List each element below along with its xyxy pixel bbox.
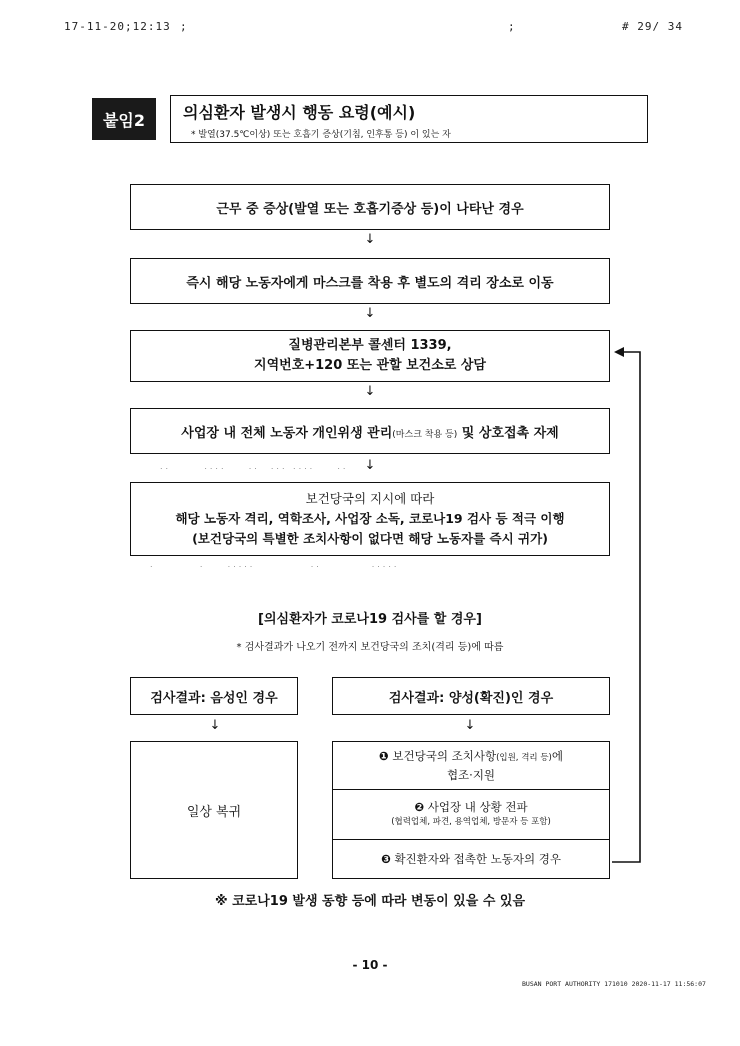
positive-item <box>333 789 609 840</box>
flow-step-symptom-text: 근무 중 증상(발열 또는 호흡기증상 등)이 나타난 경우 <box>216 201 524 217</box>
flow-step-authority-line1: 보건당국의 지시에 따라 <box>305 491 435 506</box>
down-arrow-icon: ↓ <box>364 306 376 321</box>
down-arrow-icon: ↓ <box>464 718 476 733</box>
attachment-title: 의심환자 발생시 행동 요령(예시) <box>183 103 416 122</box>
flow-step-consult-line2: 지역번호+120 또는 관할 보건소로 상담 <box>254 358 486 373</box>
fax-page-count: # 29/ 34 <box>622 20 683 33</box>
down-arrow-icon: ↓ <box>364 384 376 399</box>
fax-datetime: 17-11-20;12:13 <box>64 20 171 33</box>
positive-item-text: 확진환자와 접촉한 노동자의 경우 <box>394 851 561 866</box>
scan-noise: .. .... .. ... .... .. <box>160 462 349 471</box>
down-arrow-icon: ↓ <box>364 232 376 247</box>
negative-result-box <box>130 741 298 879</box>
flow-step-authority-line2: 해당 노동자 격리, 역학조사, 사업장 소독, 코로나19 검사 등 적극 이행 <box>175 511 565 526</box>
number-1-icon: ❶ <box>379 749 389 763</box>
attachment-subtitle: * 발열(37.5℃이상) 또는 호흡기 증상(기침, 인후통 등) 이 있는 자 <box>191 130 451 140</box>
fax-separator: ; <box>508 20 516 33</box>
negative-result-header <box>130 677 298 715</box>
positive-result-box <box>332 741 610 879</box>
footer-note: ※ 코로나19 발생 동향 등에 따라 변동이 있을 수 있음 <box>214 894 526 909</box>
positive-result-header <box>332 677 610 715</box>
number-3-icon: ❸ <box>381 851 391 866</box>
negative-result-text: 일상 복귀 <box>186 804 242 820</box>
negative-result-header-text: 검사결과: 음성인 경우 <box>150 690 278 706</box>
page-number: - 10 - <box>352 958 388 972</box>
flow-step-mask-isolate-text: 즉시 해당 노동자에게 마스크를 착용 후 별도의 격리 장소로 이동 <box>186 275 554 291</box>
positive-result-header-text: 검사결과: 양성(확진)인 경우 <box>388 690 554 706</box>
number-2-icon: ❷ <box>414 800 425 814</box>
positive-item-tail: 에 <box>551 749 563 763</box>
positive-item-line2: 협조·지원 <box>446 767 496 782</box>
positive-item-text: 보건당국의 조치사항 <box>392 749 497 763</box>
flow-step-authority-line3: (보건당국의 특별한 조치사항이 없다면 해당 노동자를 즉시 귀가) <box>192 531 548 546</box>
flow-step-hygiene-note: (마스크 착용 등) <box>392 429 458 440</box>
test-section-title: [의심환자가 코로나19 검사를 할 경우] <box>258 612 482 627</box>
attachment-label: 붙임2 <box>92 98 156 140</box>
positive-item-note: (입원, 격리 등) <box>496 753 552 763</box>
positive-item <box>333 839 609 878</box>
flow-step-hygiene-main: 사업장 내 전체 노동자 개인위생 관리 <box>181 425 393 441</box>
test-section-note: * 검사결과가 나오기 전까지 보건당국의 조치(격리 등)에 따름 <box>236 642 504 653</box>
flow-step-consult-line1: 질병관리본부 콜센터 1339, <box>288 337 452 353</box>
flow-step-hygiene-tail: 및 상호접촉 자제 <box>457 425 559 441</box>
positive-item-text: 사업장 내 상황 전파 <box>427 800 528 814</box>
down-arrow-icon: ↓ <box>209 718 221 733</box>
fax-separator: ; <box>180 20 188 33</box>
positive-item-line2: (협력업체, 파견, 용역업체, 방문자 등 포함) <box>391 817 551 828</box>
down-arrow-icon: ↓ <box>364 458 376 473</box>
scan-noise: . . ..... .. ..... <box>150 560 400 569</box>
positive-item <box>333 742 609 790</box>
fax-footer: BUSAN PORT AUTHORITY 171010 2020-11-17 11:56:07 <box>522 980 706 988</box>
